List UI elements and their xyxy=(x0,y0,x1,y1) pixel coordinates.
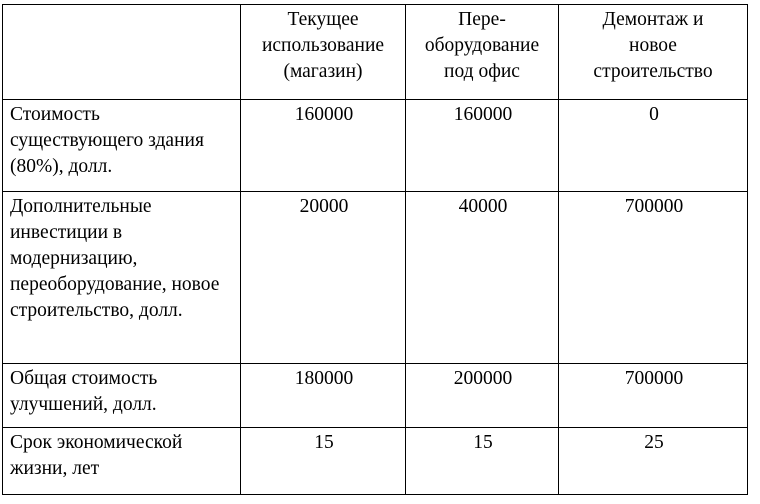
row-label: Срок экономической жизни, лет xyxy=(3,428,241,495)
table-cell: 40000 xyxy=(406,192,559,364)
table-cell: 160000 xyxy=(241,100,406,192)
column-header-demolition-new-construction: Демонтаж и новое строительство xyxy=(559,5,748,100)
table-cell: 700000 xyxy=(559,364,748,428)
column-header-office-conversion: Пере- оборудование под офис xyxy=(406,5,559,100)
table-row-existing-building-value xyxy=(3,100,748,192)
row-label: Стоимость существующего здания (80%), долл. xyxy=(3,100,241,192)
table-cell: 700000 xyxy=(559,192,748,364)
table-cell: 200000 xyxy=(406,364,559,428)
table-cell: 0 xyxy=(559,100,748,192)
table-cell: 25 xyxy=(559,428,748,495)
comparison-table-container xyxy=(2,4,748,495)
table-cell: 15 xyxy=(241,428,406,495)
table-row-total-improvements xyxy=(3,364,748,428)
table-cell: 160000 xyxy=(406,100,559,192)
table-cell: 15 xyxy=(406,428,559,495)
table-cell: 180000 xyxy=(241,364,406,428)
corner-cell xyxy=(3,5,241,100)
row-label: Общая стоимость улучшений, долл. xyxy=(3,364,241,428)
table-cell: 20000 xyxy=(241,192,406,364)
comparison-table xyxy=(2,4,748,495)
header-row xyxy=(3,5,748,100)
column-header-current-use: Текущее использование (магазин) xyxy=(241,5,406,100)
table-row-additional-investment xyxy=(3,192,748,364)
table-row-economic-life xyxy=(3,428,748,495)
row-label: Дополнительные инвестиции в модернизацию, переоборудование, новое строительство, долл. xyxy=(3,192,241,364)
